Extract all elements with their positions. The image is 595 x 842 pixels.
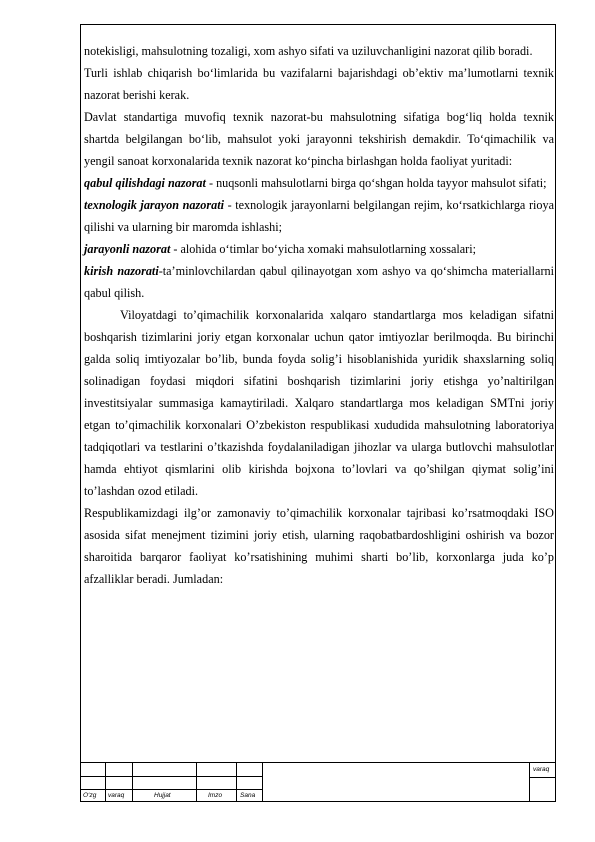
divider (262, 763, 263, 802)
term: kirish nazorati (84, 264, 159, 278)
divider (80, 789, 262, 790)
list-item (84, 172, 554, 194)
definition: - texnologik jarayonlarni belgilangan rejim, ko‘rsatkichlarga rioya qilishi va ularning bir maromda ishlashi; (84, 198, 554, 234)
list-item (84, 260, 554, 304)
paragraph-4: Viloyatdagi to’qimachilik korxonalarida xalqaro standartlarga mos keladigan sifatni boshqarish tizimlarini joriy etgan korxonalar uchun qator imtiyozlar berilmoqda. Bu birinchi galda soliq imtiyozalar bo’lib, bunda foyda solig’i hisoblanishida yuridik shaxslarning soliq solinadigan foydasi miqdori sifatini boshqarish tizimlarini joriy etishga yo’naltirilgan investitsiyalar summasiga kamaytiriladi. Xalqaro standartlarga mos keladigan SMTni joriy etgan to’qimachilik korxonalari O’zbekiston respublikasi xududida mahsulotning laboratoriya tadqiqotlari va testlarini o’tkazishda foydalaniladigan jihozlar va ularga butlovchi mahsulotlar hamda ehtiyot qismlarini olib kirishda bojxona to’lovlari va qo’shilgan qiymat solig’ini to’lashdan ozod etiladi. (84, 308, 554, 498)
divider (196, 763, 197, 802)
list-item (84, 238, 554, 260)
term: qabul qilishdagi nazorat (84, 176, 206, 190)
sheet-label: varaq (533, 766, 550, 773)
divider (529, 777, 556, 778)
divider (80, 776, 262, 777)
title-block (80, 762, 556, 802)
list-item (84, 194, 554, 238)
stamp-label-ozg: O‘zg (83, 792, 97, 799)
paragraph-5: Respublikamizdagi ilg’or zamonaviy to’qimachilik korxonalar tajribasi ko’rsatmoqdaki ISO asosida sifat menejment tizimini joriy etish, ularning raqobatbardoshligini oshirish va bozor sharoitida barqaror faoliyat ko’rsatishining muhimi sharti bo’lib, korxonlarga juda ko’p afzalliklar beradi. Jumladan: (84, 506, 554, 586)
stamp-label-hujjat: Hujjat (154, 792, 171, 799)
paragraph-1: notekisligi, mahsulotning tozaligi, xom ashyo sifati va uziluvchanligini nazorat qilib boradi. (84, 44, 533, 58)
divider (529, 763, 530, 802)
document-body (84, 40, 554, 590)
divider (132, 763, 133, 802)
stamp-label-sana: Sana (240, 792, 256, 799)
stamp-label-imzo: Imzo (208, 792, 223, 799)
paragraph-2: Turli ishlab chiqarish bo‘limlarida bu vazifalarni bajarishdagi ob’ektiv ma’lumotlarni texnik nazorat berishi kerak. (84, 66, 554, 102)
definition: - nuqsonli mahsulotlarni birga qo‘shgan holda tayyor mahsulot sifati; (205, 176, 547, 190)
divider (105, 763, 106, 802)
definition: -ta’minlovchilardan qabul qilinayotgan xom ashyo va qo‘shimcha materiallarni qabul qilish. (84, 264, 554, 300)
definition: - alohida o‘timlar bo‘yicha xomaki mahsulotlarning xossalari; (170, 242, 476, 256)
term: texnologik jarayon nazorati (84, 198, 224, 212)
paragraph-3: Davlat standartiga muvofiq texnik nazorat-bu mahsulotning sifatiga bog‘liq holda texnik shartda belgilangan bo‘lib, mahsulot yoki jarayonni tekshirish demakdir. To‘qimachilik va yengil sanoat korxonalarida texnik nazorat ko‘pincha birlashgan holda faoliyat yuritadi: (84, 110, 554, 168)
term: jarayonli nazorat (84, 242, 171, 256)
stamp-label-varaq: varaq (108, 792, 125, 799)
divider (236, 763, 237, 802)
